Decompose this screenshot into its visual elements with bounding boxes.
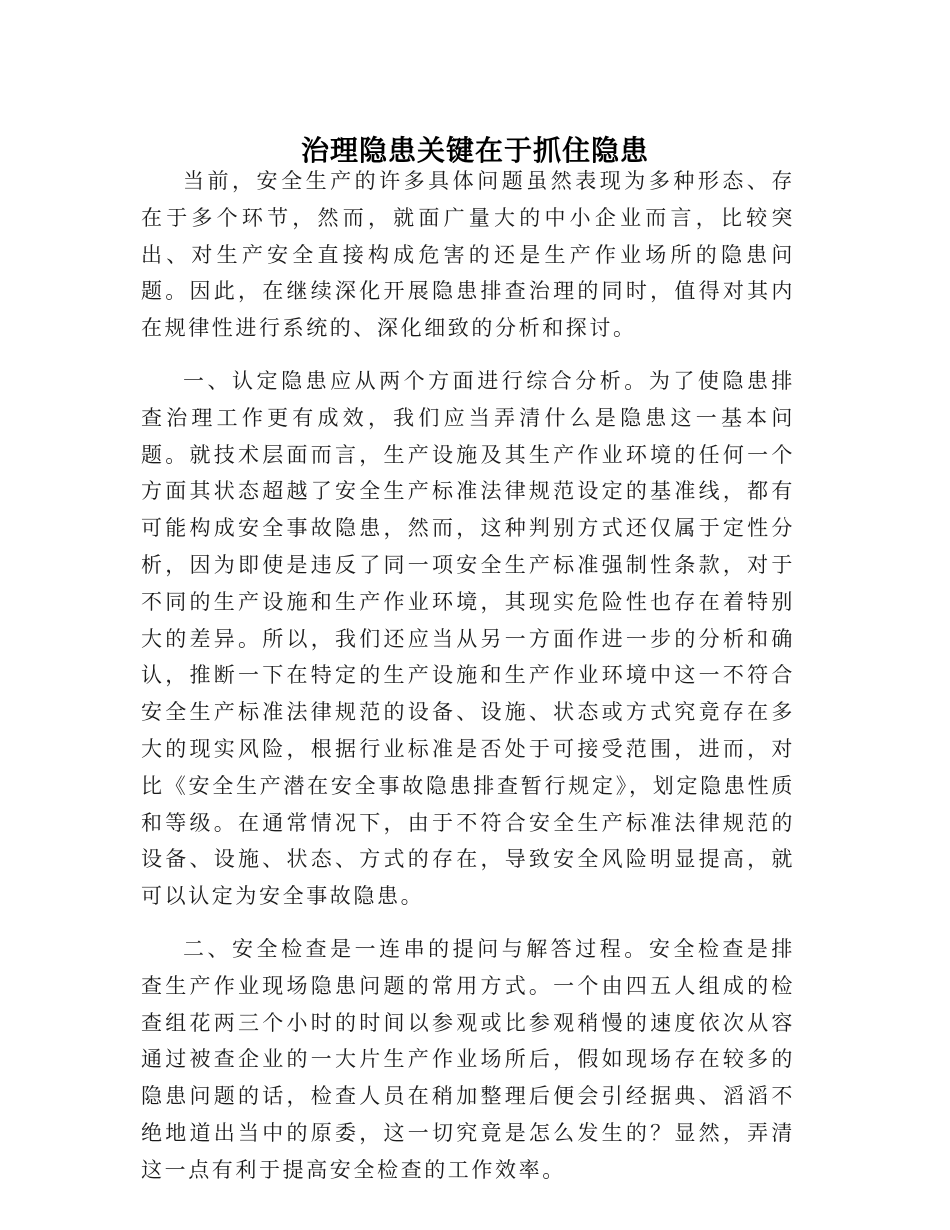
document-body <box>141 163 795 1189</box>
paragraph-section-two: 二、安全检查是一连串的提问与解答过程。安全检查是排查生产作业现场隐患问题的常用方式。一个由四五人组成的检查组花两三个小时的时间以参观或比参观稍慢的速度依次从容通过被查企业的一大片生产作业场所后，假如现场存在较多的隐患问题的话，检查人员在稍加整理后便会引经据典、滔滔不绝地道出当中的原委，这一切究竟是怎么发生的？显然，弄清这一点有利于提高安全检查的工作效率。 <box>141 936 795 1182</box>
document-title: 治理隐患关键在于抓住隐患 <box>300 133 649 167</box>
paragraph-intro: 当前，安全生产的许多具体问题虽然表现为多种形态、存在于多个环节，然而，就面广量大的中小企业而言，比较突出、对生产安全直接构成危害的还是生产作业场所的隐患问题。因此，在继续深化开展隐患排查治理的同时，值得对其内在规律性进行系统的、深化细致的分析和探讨。 <box>141 169 795 341</box>
paragraph-section-one: 一、认定隐患应从两个方面进行综合分析。为了使隐患排查治理工作更有成效，我们应当弄清什么是隐患这一基本问题。就技术层面而言，生产设施及其生产作业环境的任何一个方面其状态超越了安全生产标准法律规范设定的基准线，都有可能构成安全事故隐患，然而，这种判别方式还仅属于定性分析，因为即使是违反了同一项安全生产标准强制性条款，对于不同的生产设施和生产作业环境，其现实危险性也存在着特别大的差异。所以，我们还应当从另一方面作进一步的分析和确认，推断一下在特定的生产设施和生产作业环境中这一不符合安全生产标准法律规范的设备、设施、状态或方式究竟存在多大的现实风险，根据行业标准是否处于可接受范围，进而，对比《安全生产潜在安全事故隐患排查暂行规定》，划定隐患性质和等级。在通常情况下，由于不符合安全生产标准法律规范的设备、设施、状态、方式的存在，导致安全风险明显提高，就可以认定为安全事故隐患。 <box>141 368 795 909</box>
